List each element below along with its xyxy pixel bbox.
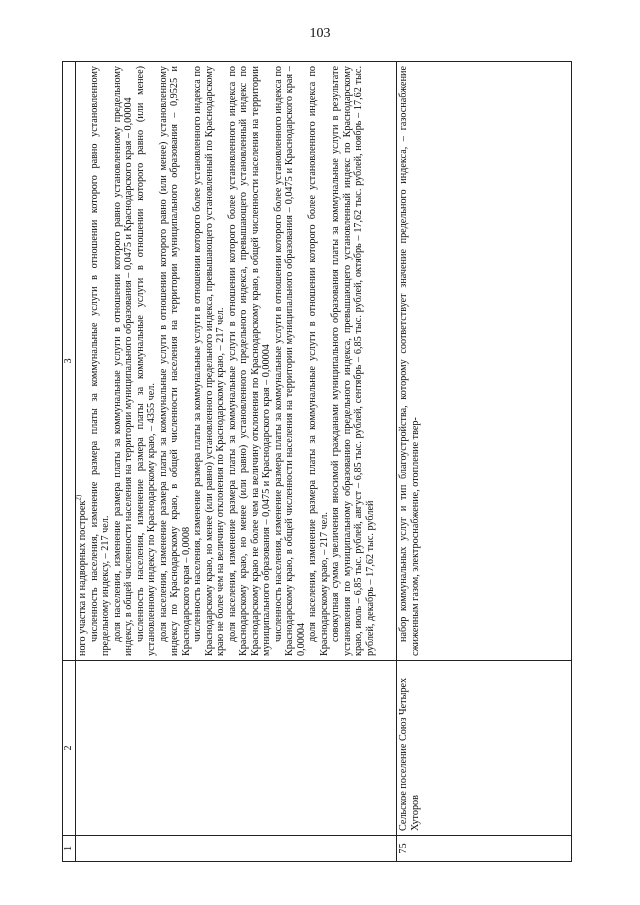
cell-continued-number: [76, 836, 397, 862]
paragraph: численность населения, изменение размера платы за коммунальные услуги в отношении которого более установленного индекса по Краснодарскому краю, но менее (или равно) установленного предельного индекса, превышающего установленный по Краснодарскому краю не более чем на величину отклонения по Краснодарскому краю, – 217 чел.: [192, 66, 226, 656]
paragraph: численность населения, изменение размера платы за коммунальные услуги в отношении которого равно (или менее) установленному индексу по Краснодарскому краю, – 4355 чел.: [134, 66, 157, 656]
table-row-75: [397, 62, 572, 862]
cell-description: [397, 62, 572, 661]
cell-continued-description: [76, 62, 397, 661]
header-col-1: 1: [63, 836, 76, 862]
page-number: 103: [309, 26, 331, 41]
paragraph: доля населения, изменение размера платы за коммунальные услуги в отношении которого равно установленному предельному индексу, в общей численности населения на территории муниципального образования – 0,0475 и Краснодарского края – 0,00004: [111, 66, 134, 656]
header-col-3: 3: [63, 62, 76, 661]
paragraph: доля населения, изменение размера платы за коммунальные услуги в отношении которого более установленного индекса по Краснодарскому краю, – 217 чел.: [307, 66, 330, 656]
paragraph: совокупная сумма увеличения вносимой гражданами муниципального образования платы за коммунальные услуги в результате установления по муниципальному образованию предельного индекса, превышающего установленный индекс по Краснодарскому краю, июль – 6,85 тыс. рублей, август – 6,85 тыс. рублей, сентябрь – 6,85 тыс. рублей, октябрь – 17,62 тыс. рублей, ноябрь – 17,62 тыс. рублей, декабрь – 17,62 тыс. рублей: [330, 66, 376, 656]
paragraph: набор коммунальных услуг и тип благоустройства, которому соответствует значение предельного индекса, – газоснабжение сжиженным газом, электроснабжение, отопление твер-: [398, 66, 421, 656]
table-header-row: [63, 62, 76, 862]
cell-row-number: 75: [397, 836, 572, 862]
table-row-continued: [76, 62, 397, 862]
cell-settlement-name: Сельское поселение Союз Четырех Хуторов: [397, 661, 572, 836]
rotated-table-container: [62, 62, 572, 862]
paragraph: численность населения, изменение размера платы за коммунальные услуги в отношении которого равно установленному предельному индексу, – 217 чел.: [88, 66, 111, 656]
paragraph: ного участка и надворных построек$^{2)}$: [74, 494, 88, 656]
cell-continued-settlement: [76, 661, 397, 836]
paragraph: доля населения, изменение размера платы за коммунальные услуги в отношении которого равно (или менее) установленному индексу по Краснодарскому краю, в общей численности населения на территории муниципального образования – 0,9525 и Краснодарского края – 0,0008: [157, 66, 192, 656]
header-col-2: 2: [63, 661, 76, 836]
data-table: [62, 61, 572, 862]
paragraph: доля населения, изменение размера платы за коммунальные услуги в отношении которого более установленного индекса по Краснодарскому краю, но менее (или равно) установленного предельного индекса, превышающего установленный индекс по Краснодарскому краю не более чем на величину отклонения по Краснодарскому краю, в общей численности населения на территории муниципального образования – 0,0475 и Краснодарского края – 0,00004: [226, 66, 272, 656]
paragraph: численность населения, изменение размера платы за коммунальные услуги в отношении которого более установленного индекса по Краснодарскому краю, в общей численности населения на территории муниципального образования – 0,0475 и Краснодарского края – 0,00004: [272, 66, 307, 656]
